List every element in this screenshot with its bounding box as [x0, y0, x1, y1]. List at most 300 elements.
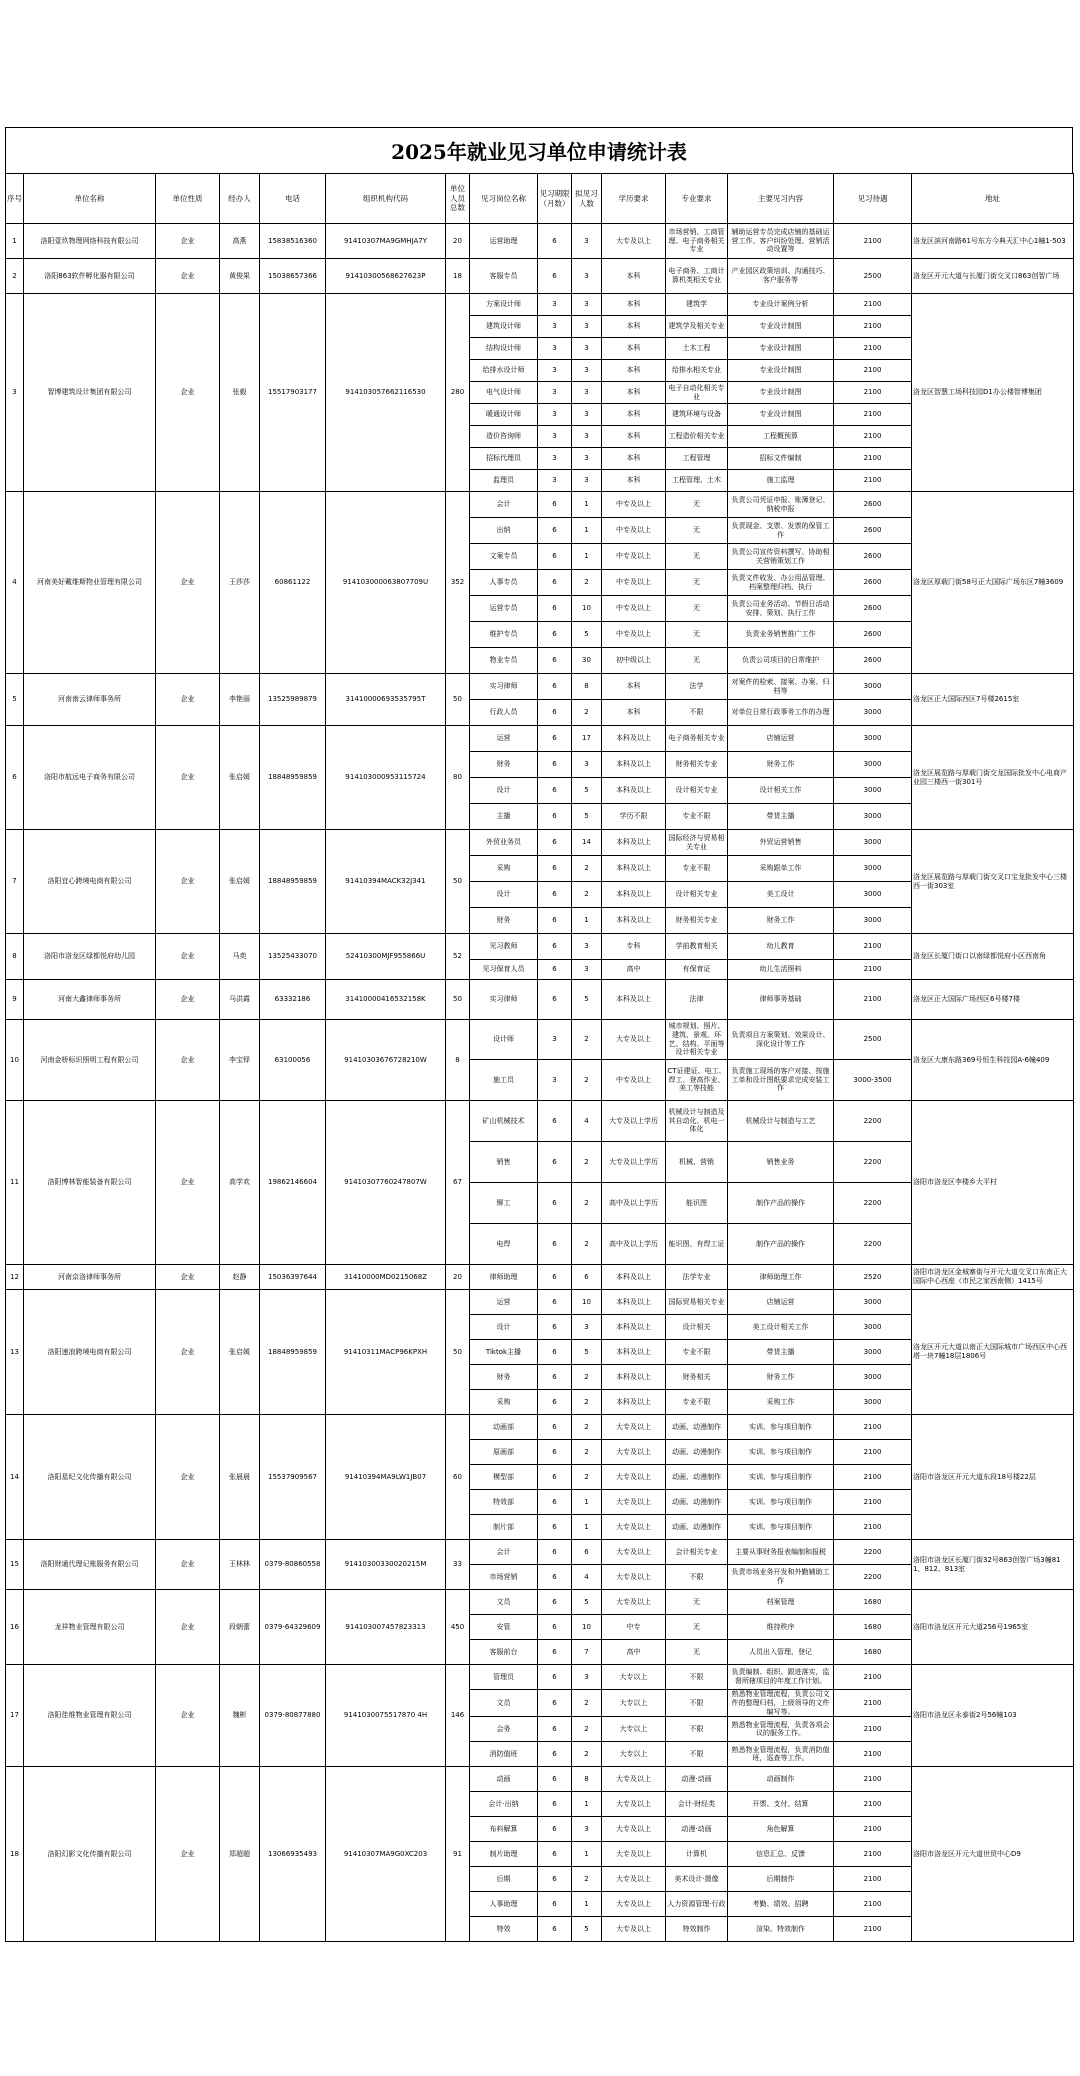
- intern-content: 专业设计制图: [728, 382, 834, 404]
- education-requirement: 大专及以上: [602, 1892, 666, 1917]
- education-requirement: 学历不限: [602, 804, 666, 830]
- post-name: 模型部: [470, 1465, 538, 1490]
- unit-address: 洛龙区大康东路369号恒生科技园A-6幢409: [912, 1020, 1074, 1101]
- major-requirement: 不限: [666, 1565, 728, 1590]
- intern-months: 6: [538, 1742, 572, 1767]
- major-requirement: 无: [666, 1615, 728, 1640]
- unit-type: 企业: [156, 830, 220, 934]
- intern-pay: 2500: [834, 259, 912, 294]
- intern-content: 负责市场业务开发和外勤辅助工作: [728, 1565, 834, 1590]
- intern-pay: 3000: [834, 1340, 912, 1365]
- phone-number: 18848959859: [260, 1290, 326, 1415]
- header-cell: 拟见习人数: [572, 174, 602, 224]
- unit-name: 河南南云律师事务所: [24, 674, 156, 726]
- major-requirement: 无: [666, 570, 728, 596]
- unit-number: 3: [6, 294, 24, 492]
- header-cell: 专业要求: [666, 174, 728, 224]
- intern-content: 幼儿生活照料: [728, 960, 834, 980]
- intern-content: 外贸运营销售: [728, 830, 834, 856]
- intern-pay: 2100: [834, 426, 912, 448]
- contact-person: 李艳丽: [220, 674, 260, 726]
- intern-pay: 2520: [834, 1265, 912, 1290]
- unit-number: 6: [6, 726, 24, 830]
- intern-pay: 2100: [834, 1490, 912, 1515]
- unit-number: 7: [6, 830, 24, 934]
- intern-pay: 1680: [834, 1615, 912, 1640]
- intern-count: 2: [572, 1224, 602, 1265]
- education-requirement: 本科及以上: [602, 1265, 666, 1290]
- unit-type: 企业: [156, 1767, 220, 1942]
- intern-months: 3: [538, 1060, 572, 1101]
- post-name: 后期: [470, 1867, 538, 1892]
- intern-months: 6: [538, 960, 572, 980]
- education-requirement: 大专及以上学历: [602, 1142, 666, 1183]
- intern-months: 6: [538, 1590, 572, 1615]
- major-requirement: 建筑学: [666, 294, 728, 316]
- phone-number: 15537909567: [260, 1415, 326, 1540]
- major-requirement: 不限: [666, 1690, 728, 1717]
- education-requirement: 本科及以上: [602, 778, 666, 804]
- contact-person: 黄俊果: [220, 259, 260, 294]
- unit-address: 洛龙区开元大道以南正大国际城市广场西区中心西塔一块7幢18层1806号: [912, 1290, 1074, 1415]
- intern-count: 3: [572, 224, 602, 259]
- unit-address: 洛龙区正大国际广场西区6号楼7楼: [912, 980, 1074, 1020]
- contact-person: 张启媛: [220, 1290, 260, 1415]
- intern-content: 销售业务: [728, 1142, 834, 1183]
- intern-pay: 2200: [834, 1142, 912, 1183]
- major-requirement: 电子商务相关专业: [666, 726, 728, 752]
- intern-pay: 2100: [834, 1892, 912, 1917]
- education-requirement: 本科及以上: [602, 726, 666, 752]
- intern-count: 2: [572, 1717, 602, 1742]
- intern-pay: 3000: [834, 830, 912, 856]
- unit-type: 企业: [156, 224, 220, 259]
- education-requirement: 中专: [602, 1615, 666, 1640]
- intern-months: 6: [538, 804, 572, 830]
- intern-content: 对单位日常行政事务工作的办理: [728, 700, 834, 726]
- major-requirement: 国际经济与贸易相关专业: [666, 830, 728, 856]
- intern-count: 5: [572, 1340, 602, 1365]
- intern-months: 3: [538, 316, 572, 338]
- unit-name: 龙祥物业管理有限公司: [24, 1590, 156, 1665]
- intern-content: 实训、参与项目制作: [728, 1465, 834, 1490]
- post-name: 文员: [470, 1690, 538, 1717]
- intern-months: 6: [538, 1515, 572, 1540]
- intern-content: 负责公司业务活动、节假日活动安排、策划、执行工作: [728, 596, 834, 622]
- post-name: 建筑设计师: [470, 316, 538, 338]
- table-row: [6, 224, 1074, 259]
- intern-months: 6: [538, 1792, 572, 1817]
- intern-months: 6: [538, 1265, 572, 1290]
- intern-pay: 3000: [834, 856, 912, 882]
- intern-pay: 2200: [834, 1565, 912, 1590]
- header-cell: 地址: [912, 174, 1074, 224]
- intern-pay: 2600: [834, 648, 912, 674]
- intern-months: 3: [538, 338, 572, 360]
- education-requirement: 大专及以上: [602, 1465, 666, 1490]
- post-name: 律师助理: [470, 1265, 538, 1290]
- education-requirement: 本科及以上: [602, 908, 666, 934]
- major-requirement: 不限: [666, 1717, 728, 1742]
- intern-content: 美工设计: [728, 882, 834, 908]
- intern-content: 财务工作: [728, 752, 834, 778]
- intern-count: 2: [572, 1415, 602, 1440]
- major-requirement: 机械、营销: [666, 1142, 728, 1183]
- intern-months: 6: [538, 518, 572, 544]
- education-requirement: 中专及以上: [602, 570, 666, 596]
- intern-count: 3: [572, 448, 602, 470]
- table-row: [6, 980, 1074, 1020]
- education-requirement: 大专及以上: [602, 224, 666, 259]
- unit-name: 智博建筑设计集团有限公司: [24, 294, 156, 492]
- intern-pay: 2100: [834, 294, 912, 316]
- header-cell: 单位人员总数: [446, 174, 470, 224]
- major-requirement: 建筑环境与设备: [666, 404, 728, 426]
- intern-content: 采购工作: [728, 1390, 834, 1415]
- education-requirement: 大专及以上: [602, 1842, 666, 1867]
- major-requirement: 会计·财经类: [666, 1792, 728, 1817]
- unit-name: 洛阳佳维物业管理有限公司: [24, 1665, 156, 1767]
- org-code: 52410300MJF955866U: [326, 934, 446, 980]
- education-requirement: 大专及以上: [602, 1867, 666, 1892]
- unit-type: 企业: [156, 726, 220, 830]
- post-name: 物业专员: [470, 648, 538, 674]
- header-cell: 主要见习内容: [728, 174, 834, 224]
- intern-months: 6: [538, 1340, 572, 1365]
- unit-address: 洛龙区滨河南路61号东方今典天汇中心1幢1-503: [912, 224, 1074, 259]
- org-code: 31410000693535795T: [326, 674, 446, 726]
- education-requirement: 本科: [602, 316, 666, 338]
- unit-number: 14: [6, 1415, 24, 1540]
- intern-pay: 2200: [834, 1101, 912, 1142]
- unit-number: 17: [6, 1665, 24, 1767]
- education-requirement: 大专及以上: [602, 1917, 666, 1942]
- education-requirement: 本科及以上: [602, 1390, 666, 1415]
- intern-months: 6: [538, 1717, 572, 1742]
- intern-content: 带货主播: [728, 1340, 834, 1365]
- post-name: 管理员: [470, 1665, 538, 1690]
- intern-count: 2: [572, 1867, 602, 1892]
- intern-months: 3: [538, 426, 572, 448]
- intern-months: 6: [538, 224, 572, 259]
- intern-content: 工程概预算: [728, 426, 834, 448]
- table-row: [6, 934, 1074, 960]
- unit-name: 河南大鑫律师事务所: [24, 980, 156, 1020]
- post-name: 给排水设计师: [470, 360, 538, 382]
- intern-months: 3: [538, 360, 572, 382]
- education-requirement: 中专及以上: [602, 544, 666, 570]
- education-requirement: 本科: [602, 404, 666, 426]
- table-row: [6, 259, 1074, 294]
- major-requirement: 专业不限: [666, 856, 728, 882]
- major-requirement: 工程造价相关专业: [666, 426, 728, 448]
- org-code: 91410394MACK32J341: [326, 830, 446, 934]
- intern-content: 机械设计与制造与工艺: [728, 1101, 834, 1142]
- post-name: 方案设计师: [470, 294, 538, 316]
- education-requirement: 本科: [602, 338, 666, 360]
- intern-months: 3: [538, 294, 572, 316]
- intern-months: 3: [538, 470, 572, 492]
- intern-content: 负责编制、组织、跟进落实，监督所辖项目的年度工作计划。: [728, 1665, 834, 1690]
- post-name: 特效: [470, 1917, 538, 1942]
- intern-months: 6: [538, 1640, 572, 1665]
- post-name: 设计: [470, 1315, 538, 1340]
- intern-pay: 3000: [834, 726, 912, 752]
- intern-count: 5: [572, 980, 602, 1020]
- education-requirement: 大专以上: [602, 1717, 666, 1742]
- intern-content: 实训、参与项目制作: [728, 1415, 834, 1440]
- major-requirement: 国际贸易相关专业: [666, 1290, 728, 1315]
- intern-content: 动画制作: [728, 1767, 834, 1792]
- intern-months: 6: [538, 1465, 572, 1490]
- intern-months: 6: [538, 752, 572, 778]
- intern-pay: 2100: [834, 1792, 912, 1817]
- intern-pay: 2100: [834, 360, 912, 382]
- contact-person: 王莎莎: [220, 492, 260, 674]
- intern-count: 1: [572, 518, 602, 544]
- education-requirement: 大专及以上: [602, 1792, 666, 1817]
- post-name: 人事专员: [470, 570, 538, 596]
- intern-content: 负责现金、支票、发票的保管工作: [728, 518, 834, 544]
- major-requirement: 动画、动漫制作: [666, 1515, 728, 1540]
- intern-months: 6: [538, 492, 572, 518]
- post-name: 财务: [470, 1365, 538, 1390]
- post-name: 见习保育人员: [470, 960, 538, 980]
- unit-type: 企业: [156, 1265, 220, 1290]
- staff-count: 60: [446, 1415, 470, 1540]
- unit-number: 12: [6, 1265, 24, 1290]
- header-cell: 见习待遇: [834, 174, 912, 224]
- table-row: [6, 830, 1074, 856]
- major-requirement: 电子商务、工商计算机类相关专业: [666, 259, 728, 294]
- post-name: 采购: [470, 1390, 538, 1415]
- intern-content: 专业设计制图: [728, 404, 834, 426]
- unit-type: 企业: [156, 492, 220, 674]
- intern-count: 2: [572, 1440, 602, 1465]
- intern-count: 10: [572, 596, 602, 622]
- intern-pay: 3000: [834, 1315, 912, 1340]
- staff-count: 18: [446, 259, 470, 294]
- phone-number: 18848959859: [260, 830, 326, 934]
- intern-pay: 1680: [834, 1640, 912, 1665]
- unit-type: 企业: [156, 980, 220, 1020]
- post-name: 财务: [470, 908, 538, 934]
- education-requirement: 初中级以上: [602, 648, 666, 674]
- intern-pay: 3000: [834, 752, 912, 778]
- post-name: 市场营销: [470, 1565, 538, 1590]
- intern-count: 1: [572, 1892, 602, 1917]
- intern-count: 1: [572, 544, 602, 570]
- intern-content: 人员出入管理、登记: [728, 1640, 834, 1665]
- post-name: 动画: [470, 1767, 538, 1792]
- header-row: [6, 174, 1074, 224]
- unit-number: 9: [6, 980, 24, 1020]
- intern-content: 辅助运营专员完成店铺的基础运营工作、客户纠纷处理、营销活动设置等: [728, 224, 834, 259]
- education-requirement: 本科: [602, 470, 666, 492]
- intern-pay: 3000: [834, 1365, 912, 1390]
- major-requirement: 工程管理: [666, 448, 728, 470]
- intern-pay: 2200: [834, 1183, 912, 1224]
- intern-pay: 3000: [834, 778, 912, 804]
- intern-content: 产业园区政策培训、沟通技巧、客户服务等: [728, 259, 834, 294]
- intern-count: 5: [572, 1590, 602, 1615]
- header-cell: 电话: [260, 174, 326, 224]
- intern-months: 6: [538, 1540, 572, 1565]
- unit-name: 河南金桥标识照明工程有限公司: [24, 1020, 156, 1101]
- intern-months: 6: [538, 596, 572, 622]
- unit-name: 洛阳财通代理记账服务有限公司: [24, 1540, 156, 1590]
- intern-content: 专业设计制图: [728, 338, 834, 360]
- phone-number: 0379-80877880: [260, 1665, 326, 1767]
- intern-content: 律师事务基础: [728, 980, 834, 1020]
- major-requirement: 设计相关专业: [666, 778, 728, 804]
- table-row: [6, 492, 1074, 518]
- intern-pay: 3000-3500: [834, 1060, 912, 1101]
- education-requirement: 大专及以上: [602, 1817, 666, 1842]
- intern-pay: 2500: [834, 1020, 912, 1060]
- education-requirement: 中专及以上: [602, 492, 666, 518]
- table-body: [6, 224, 1074, 1942]
- education-requirement: 大专及以上: [602, 1020, 666, 1060]
- intern-count: 4: [572, 1101, 602, 1142]
- intern-pay: 2600: [834, 596, 912, 622]
- unit-number: 4: [6, 492, 24, 674]
- unit-name: 洛阳863软件孵化器有限公司: [24, 259, 156, 294]
- org-code: 31410000MD0215068Z: [326, 1265, 446, 1290]
- unit-type: 企业: [156, 1415, 220, 1540]
- intern-count: 4: [572, 1565, 602, 1590]
- intern-count: 3: [572, 360, 602, 382]
- post-name: 维护专员: [470, 622, 538, 648]
- post-name: 会计: [470, 1540, 538, 1565]
- intern-pay: 3000: [834, 1390, 912, 1415]
- intern-pay: 2100: [834, 1515, 912, 1540]
- intern-count: 2: [572, 1183, 602, 1224]
- education-requirement: 本科: [602, 294, 666, 316]
- unit-address: 洛阳市洛龙区开元大道世贸中心D9: [912, 1767, 1074, 1942]
- education-requirement: 高中: [602, 1640, 666, 1665]
- post-name: 出纳: [470, 518, 538, 544]
- phone-number: 13525989879: [260, 674, 326, 726]
- intern-months: 6: [538, 674, 572, 700]
- major-requirement: 法学: [666, 674, 728, 700]
- intern-months: 6: [538, 1817, 572, 1842]
- intern-count: 1: [572, 1515, 602, 1540]
- unit-number: 2: [6, 259, 24, 294]
- intern-count: 5: [572, 804, 602, 830]
- intern-pay: 2100: [834, 470, 912, 492]
- table-row: [6, 726, 1074, 752]
- org-code: 91410307760247807W: [326, 1101, 446, 1265]
- unit-address: 洛龙区开元大道与长厦门街交叉口863创智广场: [912, 259, 1074, 294]
- intern-count: 7: [572, 1640, 602, 1665]
- education-requirement: 大专以上: [602, 1742, 666, 1767]
- education-requirement: 本科: [602, 700, 666, 726]
- post-name: 制片助理: [470, 1842, 538, 1867]
- intern-pay: 2100: [834, 1917, 912, 1942]
- education-requirement: 本科及以上: [602, 856, 666, 882]
- intern-months: 6: [538, 856, 572, 882]
- intern-months: 6: [538, 1615, 572, 1640]
- intern-count: 2: [572, 1020, 602, 1060]
- staff-count: 450: [446, 1590, 470, 1665]
- intern-count: 3: [572, 426, 602, 448]
- intern-pay: 2100: [834, 1867, 912, 1892]
- intern-content: 负责文件收发、办公用品管理、档案整理归档、执行: [728, 570, 834, 596]
- intern-count: 1: [572, 1792, 602, 1817]
- intern-pay: 2100: [834, 1690, 912, 1717]
- intern-content: 负责公司项目的日常维护: [728, 648, 834, 674]
- intern-months: 3: [538, 382, 572, 404]
- major-requirement: 无: [666, 544, 728, 570]
- org-code: 914103000953115724: [326, 726, 446, 830]
- intern-pay: 2100: [834, 448, 912, 470]
- major-requirement: 动漫·动画: [666, 1767, 728, 1792]
- unit-number: 11: [6, 1101, 24, 1265]
- intern-count: 5: [572, 778, 602, 804]
- intern-count: 2: [572, 1390, 602, 1415]
- intern-content: 开票、支付、结算: [728, 1792, 834, 1817]
- major-requirement: 美术设计·摄像: [666, 1867, 728, 1892]
- phone-number: 15038657366: [260, 259, 326, 294]
- unit-type: 企业: [156, 259, 220, 294]
- intern-months: 6: [538, 259, 572, 294]
- intern-pay: 3000: [834, 804, 912, 830]
- major-requirement: 会计相关专业: [666, 1540, 728, 1565]
- staff-count: 8: [446, 1020, 470, 1101]
- table-row: [6, 294, 1074, 316]
- post-name: 施工员: [470, 1060, 538, 1101]
- staff-count: 280: [446, 294, 470, 492]
- unit-type: 企业: [156, 294, 220, 492]
- intern-count: 3: [572, 752, 602, 778]
- major-requirement: 土木工程: [666, 338, 728, 360]
- unit-address: 洛阳市洛龙区开元大道256号1965室: [912, 1590, 1074, 1665]
- unit-number: 13: [6, 1290, 24, 1415]
- major-requirement: 无: [666, 518, 728, 544]
- intern-months: 6: [538, 1415, 572, 1440]
- intern-count: 2: [572, 856, 602, 882]
- intern-pay: 2600: [834, 622, 912, 648]
- unit-address: 洛阳市洛龙区永泰街2号56幢103: [912, 1665, 1074, 1767]
- intern-pay: 1680: [834, 1590, 912, 1615]
- phone-number: 19862146604: [260, 1101, 326, 1265]
- intern-pay: 2100: [834, 1842, 912, 1867]
- unit-type: 企业: [156, 1290, 220, 1415]
- intern-months: 6: [538, 1142, 572, 1183]
- org-code: 914103007457823313: [326, 1590, 446, 1665]
- contact-person: 张毅: [220, 294, 260, 492]
- intern-pay: 2100: [834, 338, 912, 360]
- post-name: 制片部: [470, 1515, 538, 1540]
- statistics-sheet: [5, 127, 1073, 1942]
- contact-person: 高燕: [220, 224, 260, 259]
- post-name: Tiktok主播: [470, 1340, 538, 1365]
- post-name: 客服前台: [470, 1640, 538, 1665]
- post-name: 特效部: [470, 1490, 538, 1515]
- post-name: 客服专员: [470, 259, 538, 294]
- intern-pay: 2200: [834, 1224, 912, 1265]
- education-requirement: 大专及以上: [602, 1767, 666, 1792]
- intern-content: 专业设计案例分析: [728, 294, 834, 316]
- intern-count: 1: [572, 1842, 602, 1867]
- staff-count: 50: [446, 1290, 470, 1415]
- unit-type: 企业: [156, 934, 220, 980]
- post-name: 会务: [470, 1717, 538, 1742]
- phone-number: 13525433070: [260, 934, 326, 980]
- intern-count: 3: [572, 404, 602, 426]
- intern-count: 30: [572, 648, 602, 674]
